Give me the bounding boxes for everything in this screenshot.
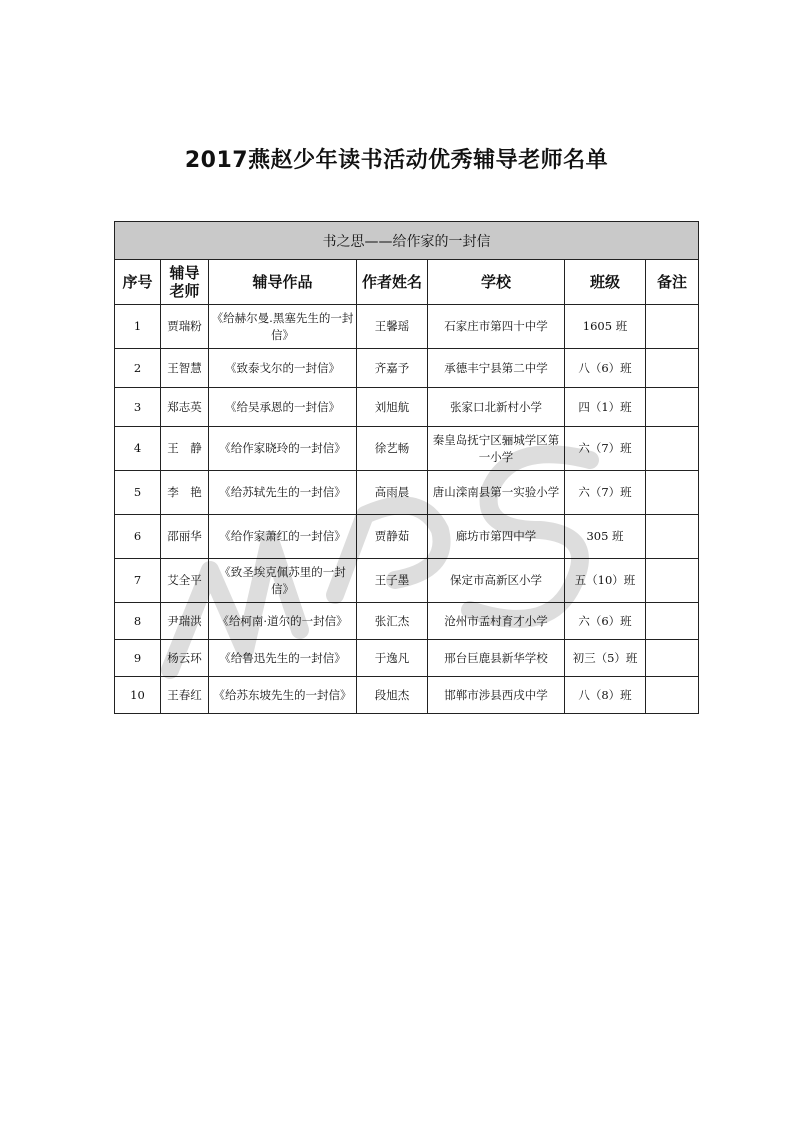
cell-remark: [646, 349, 699, 388]
cell-school: 张家口北新村小学: [428, 388, 565, 427]
cell-remark: [646, 677, 699, 714]
header-work: 辅导作品: [209, 260, 357, 305]
section-title-row: [115, 222, 699, 260]
table-row: [115, 603, 699, 640]
header-author: 作者姓名: [357, 260, 428, 305]
table-row: [115, 305, 699, 349]
cell-work: 《致泰戈尔的一封信》: [209, 349, 357, 388]
cell-teacher: 王 静: [161, 427, 209, 471]
cell-class: 五（10）班: [565, 559, 646, 603]
header-school: 学校: [428, 260, 565, 305]
cell-teacher: 郑志英: [161, 388, 209, 427]
cell-author: 段旭杰: [357, 677, 428, 714]
cell-index: 1: [115, 305, 161, 349]
cell-work: 《给柯南·道尔的一封信》: [209, 603, 357, 640]
cell-remark: [646, 305, 699, 349]
table-row: [115, 559, 699, 603]
cell-school: 保定市高新区小学: [428, 559, 565, 603]
cell-work: 《给作家晓玲的一封信》: [209, 427, 357, 471]
cell-class: 1605 班: [565, 305, 646, 349]
page-title: 2017燕赵少年读书活动优秀辅导老师名单: [184, 148, 609, 173]
cell-author: 张汇杰: [357, 603, 428, 640]
cell-teacher: 王智慧: [161, 349, 209, 388]
cell-school: 唐山滦南县第一实验小学: [428, 471, 565, 515]
table-row: [115, 388, 699, 427]
table-row: [115, 349, 699, 388]
cell-work: 《给苏轼先生的一封信》: [209, 471, 357, 515]
cell-work: 《给赫尔曼.黑塞先生的一封信》: [209, 305, 357, 349]
cell-remark: [646, 515, 699, 559]
cell-index: 10: [115, 677, 161, 714]
cell-index: 5: [115, 471, 161, 515]
cell-remark: [646, 471, 699, 515]
cell-index: 8: [115, 603, 161, 640]
teacher-roster-table: [114, 221, 699, 714]
cell-school: 承德丰宁县第二中学: [428, 349, 565, 388]
cell-class: 六（7）班: [565, 427, 646, 471]
cell-author: 徐艺畅: [357, 427, 428, 471]
cell-index: 6: [115, 515, 161, 559]
cell-work: 《给苏东坡先生的一封信》: [209, 677, 357, 714]
cell-author: 王子墨: [357, 559, 428, 603]
cell-class: 六（6）班: [565, 603, 646, 640]
cell-work: 《给作家萧红的一封信》: [209, 515, 357, 559]
section-title: 书之思——给作家的一封信: [115, 222, 699, 260]
cell-teacher: 艾全平: [161, 559, 209, 603]
cell-author: 齐嘉予: [357, 349, 428, 388]
cell-work: 《致圣埃克佩苏里的一封信》: [209, 559, 357, 603]
cell-teacher: 尹瑞洪: [161, 603, 209, 640]
cell-author: 刘旭航: [357, 388, 428, 427]
cell-author: 于逸凡: [357, 640, 428, 677]
header-remark: 备注: [646, 260, 699, 305]
header-teacher: 辅导老师: [161, 260, 209, 305]
cell-class: 六（7）班: [565, 471, 646, 515]
cell-school: 邯郸市涉县西戌中学: [428, 677, 565, 714]
cell-author: 高雨晨: [357, 471, 428, 515]
cell-work: 《给吴承恩的一封信》: [209, 388, 357, 427]
table-row: [115, 427, 699, 471]
cell-school: 秦皇岛抚宁区骊城学区第一小学: [428, 427, 565, 471]
cell-remark: [646, 640, 699, 677]
cell-index: 4: [115, 427, 161, 471]
table-row: [115, 640, 699, 677]
cell-index: 7: [115, 559, 161, 603]
cell-school: 邢台巨鹿县新华学校: [428, 640, 565, 677]
header-row: [115, 260, 699, 305]
cell-class: 八（6）班: [565, 349, 646, 388]
cell-index: 9: [115, 640, 161, 677]
cell-author: 王馨瑶: [357, 305, 428, 349]
cell-remark: [646, 559, 699, 603]
cell-remark: [646, 427, 699, 471]
cell-author: 贾静茹: [357, 515, 428, 559]
cell-teacher: 王春红: [161, 677, 209, 714]
cell-teacher: 邵丽华: [161, 515, 209, 559]
cell-class: 305 班: [565, 515, 646, 559]
cell-remark: [646, 603, 699, 640]
cell-teacher: 杨云环: [161, 640, 209, 677]
cell-class: 八（8）班: [565, 677, 646, 714]
cell-work: 《给鲁迅先生的一封信》: [209, 640, 357, 677]
table-row: [115, 515, 699, 559]
cell-teacher: 贾瑞粉: [161, 305, 209, 349]
cell-index: 3: [115, 388, 161, 427]
cell-class: 初三（5）班: [565, 640, 646, 677]
header-class: 班级: [565, 260, 646, 305]
cell-remark: [646, 388, 699, 427]
cell-teacher: 李 艳: [161, 471, 209, 515]
cell-school: 廊坊市第四中学: [428, 515, 565, 559]
header-index: 序号: [115, 260, 161, 305]
table-row: [115, 471, 699, 515]
cell-school: 沧州市孟村育才小学: [428, 603, 565, 640]
cell-class: 四（1）班: [565, 388, 646, 427]
cell-school: 石家庄市第四十中学: [428, 305, 565, 349]
cell-index: 2: [115, 349, 161, 388]
table-row: [115, 677, 699, 714]
